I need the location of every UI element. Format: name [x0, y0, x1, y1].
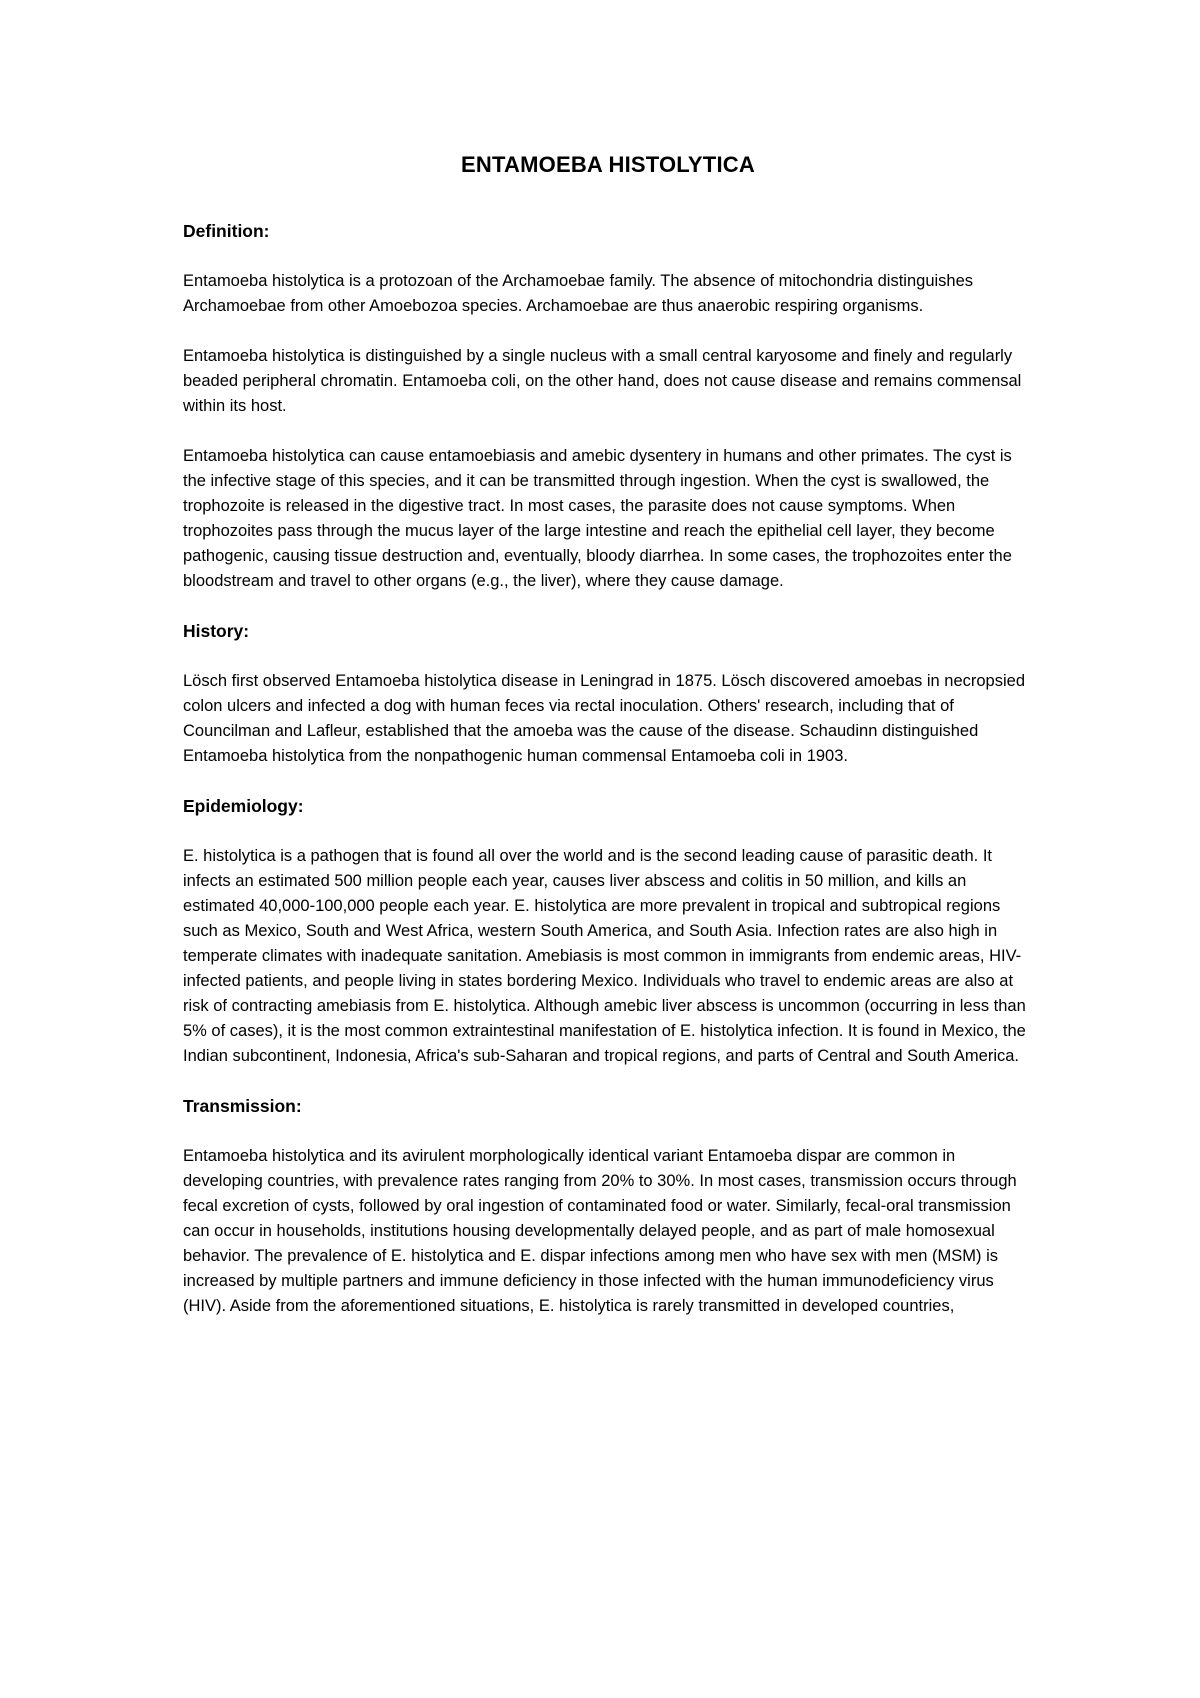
section-transmission — [183, 1094, 1033, 1319]
section-heading: Epidemiology: — [183, 796, 304, 816]
paragraph: Entamoeba histolytica is distinguished by a single nucleus with a small central karyosome and finely and regularly beaded peripheral chromatin. Entamoeba coli, on the other hand, does not cause disease and remains commensal within its host. — [183, 347, 1022, 415]
paragraph: Entamoeba histolytica is a protozoan of the Archamoebae family. The absence of mitochondria distinguishes Archamoebae from other Amoebozoa species. Archamoebae are thus anaerobic respiring organisms. — [183, 272, 974, 315]
section-heading: Transmission: — [183, 1096, 302, 1116]
section-history — [183, 619, 1033, 769]
paragraph: E. histolytica is a pathogen that is found all over the world and is the second leading cause of parasitic death. It infects an estimated 500 million people each year, causes liver abscess and colitis in 50 million, and kills an estimated 40,000-100,000 people each year. E. histolytica are more prevalent in tropical and subtropical regions such as Mexico, South and West Africa, western South America, and South Asia. Infection rates are also high in temperate climates with inadequate sanitation. Amebiasis is most common in immigrants from endemic areas, HIV-infected patients, and people living in states bordering Mexico. Individuals who travel to endemic areas are also at risk of contracting amebiasis from E. histolytica. Although amebic liver abscess is uncommon (occurring in less than 5% of cases), it is the most common extraintestinal manifestation of E. histolytica infection. It is found in Mexico, the Indian subcontinent, Indonesia, Africa's sub-Saharan and tropical regions, and parts of Central and South America. — [183, 847, 1026, 1065]
paragraph: Entamoeba histolytica can cause entamoebiasis and amebic dysentery in humans and other primates. The cyst is the infective stage of this species, and it can be transmitted through ingestion. When the cyst is swallowed, the trophozoite is released in the digestive tract. In most cases, the parasite does not cause symptoms. When trophozoites pass through the mucus layer of the large intestine and reach the epithelial cell layer, they become pathogenic, causing tissue destruction and, eventually, bloody diarrhea. In some cases, the trophozoites enter the bloodstream and travel to other organs (e.g., the liver), where they cause damage. — [183, 447, 1012, 590]
section-heading: History: — [183, 621, 250, 641]
paragraph: Entamoeba histolytica and its avirulent morphologically identical variant Entamoeba dispar are common in developing countries, with prevalence rates ranging from 20% to 30%. In most cases, transmission occurs through fecal excretion of cysts, followed by oral ingestion of contaminated food or water. Similarly, fecal-oral transmission can occur in households, institutions housing developmentally delayed people, and as part of male homosexual behavior. The prevalence of E. histolytica and E. dispar infections among men who have sex with men (MSM) is increased by multiple partners and immune deficiency in those infected with the human immunodeficiency virus (HIV). Aside from the aforementioned situations, E. histolytica is rarely transmitted in developed countries, — [183, 1147, 1017, 1315]
section-heading: Definition: — [183, 221, 270, 241]
section-definition — [183, 219, 1033, 594]
document-body — [183, 150, 1033, 1344]
section-epidemiology — [183, 794, 1033, 1069]
document-title: ENTAMOEBA HISTOLYTICA — [461, 152, 755, 177]
paragraph: Lösch first observed Entamoeba histolytica disease in Leningrad in 1875. Lösch discovered amoebas in necropsied colon ulcers and infected a dog with human feces via rectal inoculation. Others' research, including that of Councilman and Lafleur, established that the amoeba was the cause of the disease. Schaudinn distinguished Entamoeba histolytica from the nonpathogenic human commensal Entamoeba coli in 1903. — [183, 672, 1026, 765]
